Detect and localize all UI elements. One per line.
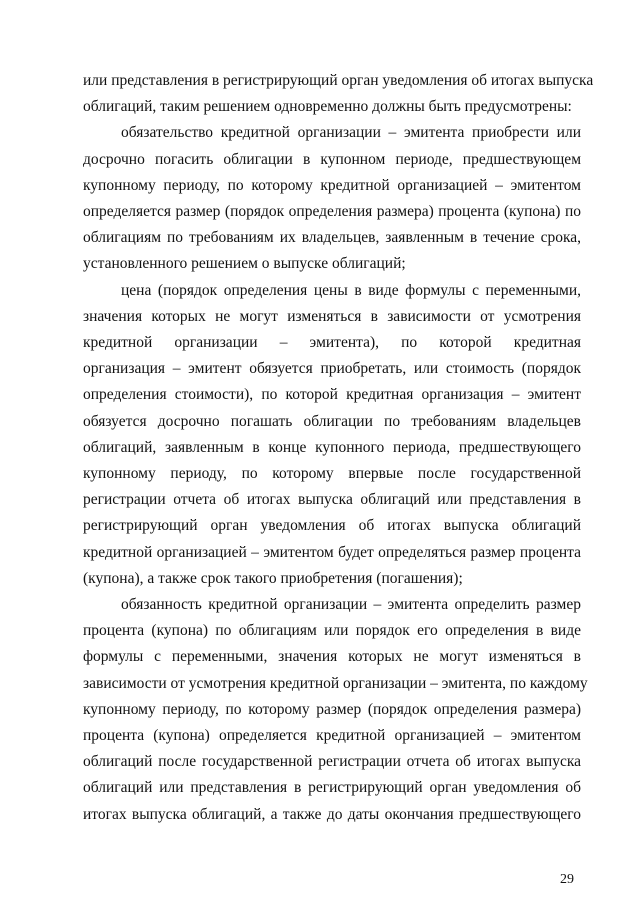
text-line: облигаций или представления в регистрирующий орган уведомления об [83,779,581,797]
paragraph-1 [83,68,594,120]
text-line: формулы с переменными, значения которых не могут изменяться в [83,648,581,666]
text-line: итогах выпуска облигаций, а также до даты окончания предшествующего [83,805,581,823]
text-line: или представления в регистрирующий орган уведомления об итогах выпуска [83,72,594,89]
text-line: кредитной организацией – эмитентом будет определяться размер процента [83,543,581,561]
text-line: обязательство кредитной организации – эмитента приобрести или [121,124,581,142]
paragraph-3 [83,278,581,592]
text-line: досрочно погасить облигации в купонном периоде, предшествующем [83,150,581,168]
page-body [83,68,594,828]
text-line: процента (купона) по облигациям или порядок его определения в виде [83,622,581,640]
text-line: цена (порядок определения цены в виде формулы с переменными, [121,281,581,299]
page-number: 29 [560,872,574,887]
text-line: купонному периоду, по которому впервые после государственной [83,465,581,483]
text-line: регистрирующий орган уведомления об итогах выпуска облигаций [83,517,581,535]
text-line: обязанность кредитной организации – эмитента определить размер [121,596,581,614]
text-line: купонному периоду, по которому кредитной организацией – эмитентом [83,176,581,194]
paragraph-2 [83,120,581,277]
text-line: определения стоимости), по которой кредитная организация – эмитент [83,386,581,404]
text-line: кредитной организации – эмитента), по которой кредитная [83,334,581,352]
text-line: процента (купона) определяется кредитной организацией – эмитентом [83,727,581,745]
text-line: облигаций, заявленным в конце купонного периода, предшествующего [83,438,581,456]
text-line: регистрации отчета об итогах выпуска облигаций или представления в [83,491,581,509]
text-line: (купона), а также срок такого приобретения (погашения); [83,569,463,587]
text-line: организация – эмитент обязуется приобретать, или стоимость (порядок [83,360,581,378]
text-line: купонному периоду, по которому размер (порядок определения размера) [83,700,581,718]
text-line: значения которых не могут изменяться в зависимости от усмотрения [83,307,581,325]
text-line: облигаций, таким решением одновременно должны быть предусмотрены: [83,98,572,116]
text-line: зависимости от усмотрения кредитной организации – эмитента, по каждому [83,674,588,692]
text-line: облигаций после государственной регистрации отчета об итогах выпуска [83,753,581,771]
text-line: определяется размер (порядок определения размера) процента (купона) по [83,203,581,221]
paragraph-4 [83,592,588,828]
text-line: облигациям по требованиям их владельцев, заявленным в течение срока, [83,229,581,247]
text-line: установленного решением о выпуске облигаций; [83,255,406,273]
text-line: обязуется досрочно погашать облигации по требованиям владельцев [83,412,581,430]
